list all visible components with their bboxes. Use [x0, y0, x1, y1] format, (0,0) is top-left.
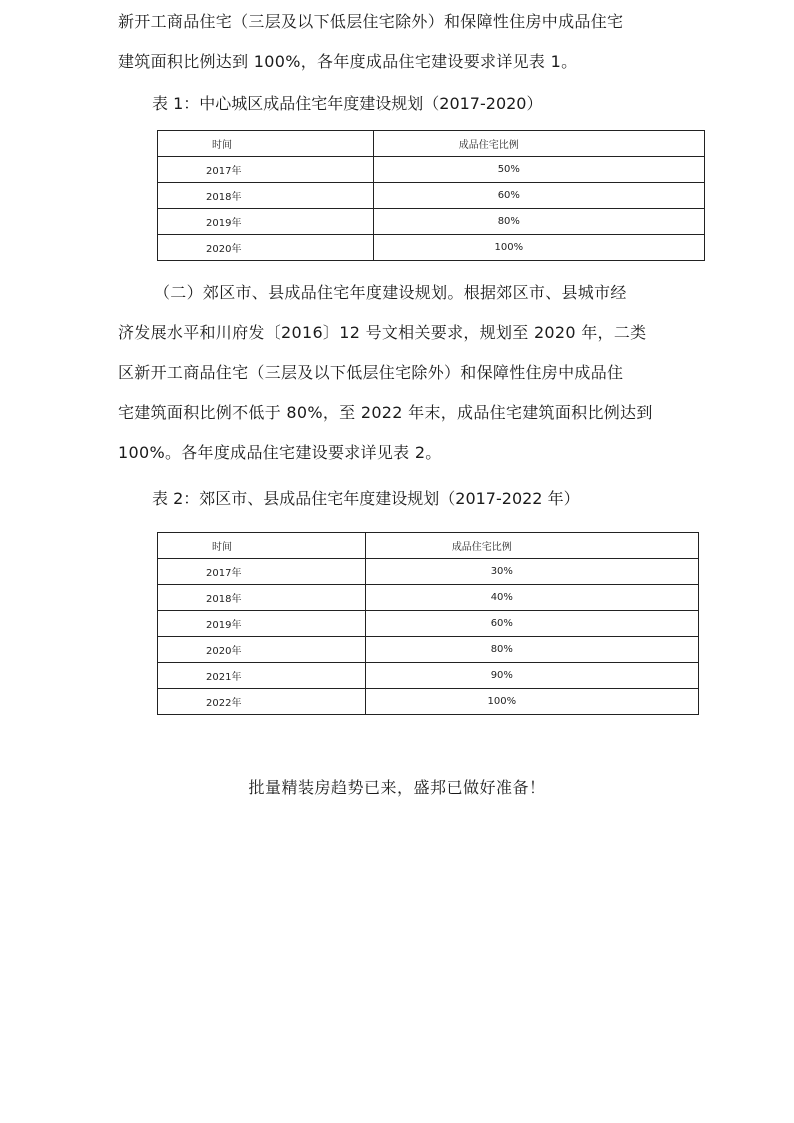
table-cell-ratio: 60%	[365, 611, 698, 637]
table-row	[158, 157, 705, 183]
table2-caption: 表 2：郊区市、县成品住宅年度建设规划（2017-2022 年）	[152, 489, 580, 508]
table-row	[158, 689, 699, 715]
table1-caption: 表 1：中心城区成品住宅年度建设规划（2017-2020）	[152, 94, 543, 113]
section2-paragraph	[118, 273, 678, 473]
table1	[157, 130, 705, 261]
table1-header-ratio: 成品住宅比例	[373, 131, 704, 157]
table-cell-year: 2018年	[158, 585, 366, 611]
table-cell-year: 2019年	[158, 209, 374, 235]
table-cell-ratio: 90%	[365, 663, 698, 689]
table-row	[158, 235, 705, 261]
table-cell-ratio: 80%	[373, 209, 704, 235]
table2-header-ratio: 成品住宅比例	[365, 533, 698, 559]
table-cell-year: 2017年	[158, 157, 374, 183]
section2-line-5: 100%。各年度成品住宅建设要求详见表 2。	[118, 443, 442, 462]
table-cell-ratio: 80%	[365, 637, 698, 663]
intro-line-2: 建筑面积比例达到 100%，各年度成品住宅建设要求详见表 1。	[118, 52, 578, 71]
table-cell-year: 2020年	[158, 637, 366, 663]
section2-line-2: 济发展水平和川府发〔2016〕12 号文相关要求，规划至 2020 年，二类	[118, 323, 647, 342]
section2-line-4: 宅建筑面积比例不低于 80%，至 2022 年末，成品住宅建筑面积比例达到	[118, 403, 653, 422]
table-row	[158, 209, 705, 235]
table-cell-year: 2018年	[158, 183, 374, 209]
table-cell-ratio: 50%	[373, 157, 704, 183]
intro-line-1: 新开工商品住宅（三层及以下低层住宅除外）和保障性住房中成品住宅	[118, 12, 624, 31]
section2-line-1: （二）郊区市、县成品住宅年度建设规划。根据郊区市、县城市经	[154, 283, 627, 302]
table-cell-ratio: 40%	[365, 585, 698, 611]
table-cell-ratio: 100%	[373, 235, 704, 261]
table-row	[158, 183, 705, 209]
table-row	[158, 585, 699, 611]
table-cell-year: 2019年	[158, 611, 366, 637]
table-row	[158, 559, 699, 585]
table-cell-year: 2017年	[158, 559, 366, 585]
table2	[157, 532, 699, 715]
table-cell-year: 2021年	[158, 663, 366, 689]
table-row	[158, 637, 699, 663]
section2-line-3: 区新开工商品住宅（三层及以下低层住宅除外）和保障性住房中成品住	[118, 363, 624, 382]
table-row	[158, 663, 699, 689]
table1-header-time: 时间	[158, 131, 374, 157]
table-cell-ratio: 30%	[365, 559, 698, 585]
table-cell-ratio: 60%	[373, 183, 704, 209]
table-cell-ratio: 100%	[365, 689, 698, 715]
intro-paragraph	[118, 2, 678, 82]
table2-header-row	[158, 533, 699, 559]
table-cell-year: 2020年	[158, 235, 374, 261]
table2-header-time: 时间	[158, 533, 366, 559]
closing-statement: 批量精装房趋势已来，盛邦已做好准备！	[248, 778, 546, 797]
table1-header-row	[158, 131, 705, 157]
table-row	[158, 611, 699, 637]
table-cell-year: 2022年	[158, 689, 366, 715]
